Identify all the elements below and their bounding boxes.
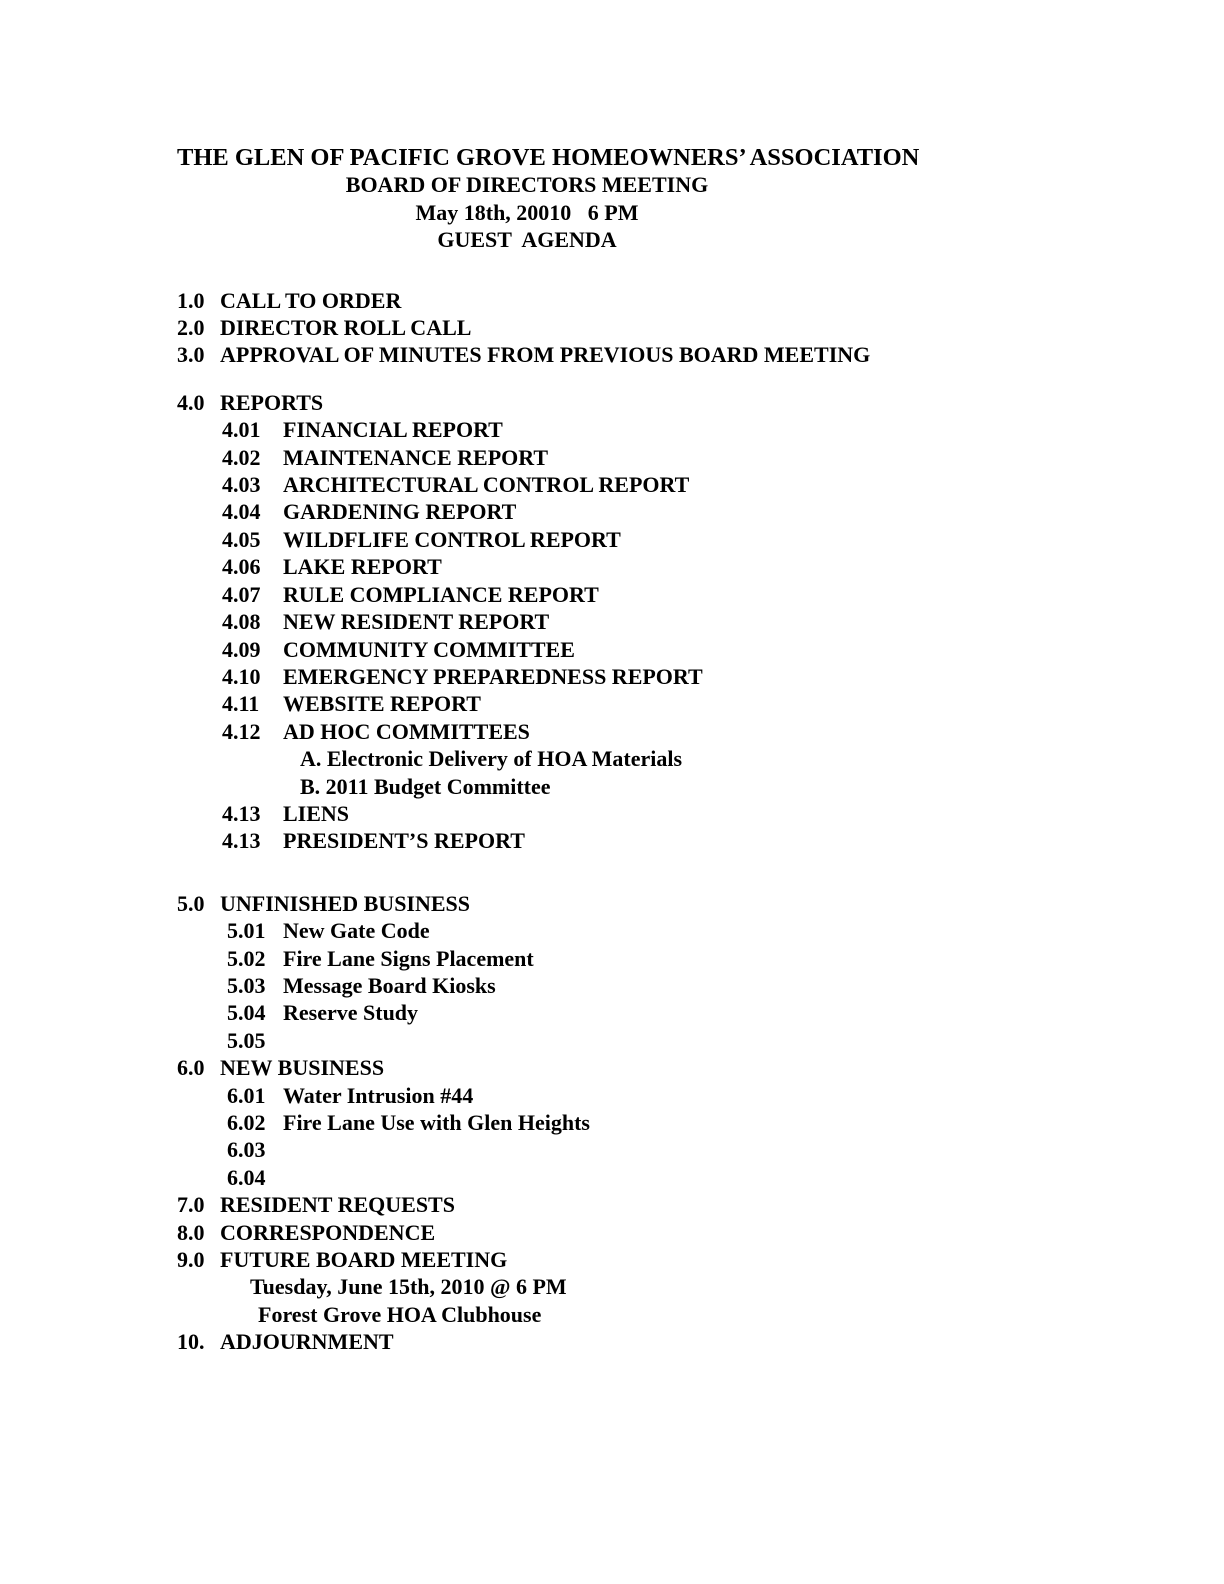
agenda-item-label: ARCHITECTURAL CONTROL REPORT xyxy=(283,472,690,498)
agenda-line xyxy=(177,1191,940,1218)
agenda-item-label: PRESIDENT’S REPORT xyxy=(283,828,525,854)
agenda-line xyxy=(222,444,940,471)
agenda-item-label: WILDFLIFE CONTROL REPORT xyxy=(283,526,621,552)
agenda-item-number: 5.03 xyxy=(227,972,266,998)
agenda-item-number: 8.0 xyxy=(177,1219,205,1245)
agenda-item-number: 4.09 xyxy=(222,636,261,662)
agenda-item-number: 4.12 xyxy=(222,718,261,744)
association-title: THE GLEN OF PACIFIC GROVE HOMEOWNERS’ ASSOCIATION xyxy=(177,144,920,171)
agenda-line xyxy=(222,800,940,827)
agenda-line xyxy=(227,1136,940,1163)
agenda-item-label: RULE COMPLIANCE REPORT xyxy=(283,581,599,607)
agenda-line xyxy=(250,1273,940,1300)
agenda-line xyxy=(222,581,940,608)
agenda-item-number: 4.13 xyxy=(222,800,261,826)
agenda-item-number: 4.01 xyxy=(222,417,261,443)
agenda-item-number: 6.03 xyxy=(227,1137,266,1163)
agenda-item-number: 5.04 xyxy=(227,1000,266,1026)
agenda-item-label: GARDENING REPORT xyxy=(283,499,517,525)
agenda-item-number: 6.01 xyxy=(227,1082,266,1108)
agenda-item-number: 5.0 xyxy=(177,890,205,916)
agenda-item-number: 4.02 xyxy=(222,444,261,470)
agenda-item-label: A. Electronic Delivery of HOA Materials xyxy=(300,746,683,772)
agenda-line xyxy=(177,890,940,917)
agenda-item-number: 6.02 xyxy=(227,1110,266,1135)
agenda-line xyxy=(222,471,940,498)
agenda-item-label: EMERGENCY PREPAREDNESS REPORT xyxy=(283,663,703,689)
agenda-line xyxy=(222,827,940,854)
agenda-item-number: 9.0 xyxy=(177,1247,205,1273)
agenda-item-number: 5.02 xyxy=(227,945,266,971)
meeting-datetime: May 18th, 20010 6 PM xyxy=(415,199,639,225)
agenda-line xyxy=(222,498,940,525)
agenda-item-number: 4.06 xyxy=(222,554,261,580)
agenda-item-label: RESIDENT REQUESTS xyxy=(220,1192,455,1218)
agenda-line xyxy=(227,999,940,1026)
agenda-item-label: CALL TO ORDER xyxy=(220,287,402,313)
agenda-type-label: GUEST AGENDA xyxy=(437,227,617,253)
agenda-line xyxy=(177,1219,940,1246)
agenda-item-label: ADJOURNMENT xyxy=(220,1329,394,1355)
agenda-item-number: 4.11 xyxy=(222,691,260,717)
agenda-line xyxy=(177,389,940,416)
agenda-item-label: FUTURE BOARD MEETING xyxy=(220,1247,508,1273)
agenda-item-label: MAINTENANCE REPORT xyxy=(283,444,549,470)
agenda-line xyxy=(227,1164,940,1191)
agenda-line xyxy=(227,1109,940,1136)
agenda-item-label: LIENS xyxy=(283,800,350,826)
agenda-item-label: Water Intrusion #44 xyxy=(283,1082,474,1108)
agenda-item-number: 2.0 xyxy=(177,315,205,341)
agenda-item-label: CORRESPONDENCE xyxy=(220,1219,436,1245)
agenda-item-label: NEW BUSINESS xyxy=(220,1055,385,1081)
agenda-item-number: 5.01 xyxy=(227,918,266,944)
agenda-item-number: 7.0 xyxy=(177,1192,205,1218)
agenda-item-number: 5.05 xyxy=(227,1027,266,1053)
agenda-line xyxy=(222,636,940,663)
agenda-item-number: 3.0 xyxy=(177,342,205,368)
agenda-item-label: APPROVAL OF MINUTES FROM PREVIOUS BOARD MEETING xyxy=(220,342,871,368)
agenda-item-number: 4.13 xyxy=(222,828,261,854)
agenda-line xyxy=(177,1054,940,1081)
agenda-line xyxy=(222,718,940,745)
agenda-line xyxy=(227,917,940,944)
agenda-item-number: 6.0 xyxy=(177,1055,205,1081)
agenda-item-label: LAKE REPORT xyxy=(283,554,442,580)
agenda-item-label: Tuesday, June 15th, 2010 @ 6 PM xyxy=(250,1274,567,1300)
agenda-item-number: 4.08 xyxy=(222,609,261,635)
agenda-line xyxy=(222,690,940,717)
agenda-item-label: Reserve Study xyxy=(283,1000,419,1026)
agenda-line xyxy=(177,1246,940,1273)
agenda-item-label: FINANCIAL REPORT xyxy=(283,417,503,443)
agenda-item-number: 4.04 xyxy=(222,499,261,525)
agenda-item-label: Message Board Kiosks xyxy=(283,972,496,998)
agenda-item-number: 4.07 xyxy=(222,581,261,607)
agenda-item-label: COMMUNITY COMMITTEE xyxy=(283,636,575,662)
agenda-line xyxy=(227,945,940,972)
agenda-line xyxy=(177,287,940,314)
agenda-line xyxy=(222,663,940,690)
agenda-item-label: NEW RESIDENT REPORT xyxy=(283,609,550,635)
agenda-item-label: New Gate Code xyxy=(283,918,430,944)
agenda-line xyxy=(177,314,940,341)
agenda-item-number: 10. xyxy=(177,1329,205,1355)
agenda-line xyxy=(300,745,940,772)
agenda-line xyxy=(222,526,940,553)
agenda-line xyxy=(222,608,940,635)
agenda-line xyxy=(300,773,940,800)
agenda-item-label: Fire Lane Use with Glen Heights xyxy=(283,1110,590,1135)
agenda-item-number: 1.0 xyxy=(177,287,205,313)
agenda-line xyxy=(222,553,940,580)
document-content xyxy=(177,144,940,1356)
agenda-item-number: 4.05 xyxy=(222,526,261,552)
document-header xyxy=(177,144,920,254)
meeting-subtitle: BOARD OF DIRECTORS MEETING xyxy=(345,172,709,198)
agenda-line xyxy=(227,1027,940,1054)
agenda-item-label: WEBSITE REPORT xyxy=(283,691,481,717)
agenda-line xyxy=(258,1301,940,1328)
agenda-item-number: 4.10 xyxy=(222,663,261,689)
agenda-line xyxy=(222,416,940,443)
agenda-item-number: 4.03 xyxy=(222,472,261,498)
agenda-line xyxy=(227,1082,940,1109)
agenda-item-label: Fire Lane Signs Placement xyxy=(283,945,534,971)
agenda-line xyxy=(177,341,940,368)
agenda-item-label: B. 2011 Budget Committee xyxy=(300,773,551,799)
agenda-line xyxy=(177,1328,940,1355)
agenda-item-label: DIRECTOR ROLL CALL xyxy=(220,315,472,341)
agenda-list xyxy=(177,287,940,1356)
agenda-line xyxy=(227,972,940,999)
agenda-item-label: Forest Grove HOA Clubhouse xyxy=(258,1301,542,1327)
agenda-item-label: REPORTS xyxy=(220,389,324,415)
agenda-item-label: AD HOC COMMITTEES xyxy=(283,718,530,744)
agenda-item-label: UNFINISHED BUSINESS xyxy=(220,890,471,916)
agenda-item-number: 4.0 xyxy=(177,389,205,415)
agenda-item-number: 6.04 xyxy=(227,1164,266,1190)
